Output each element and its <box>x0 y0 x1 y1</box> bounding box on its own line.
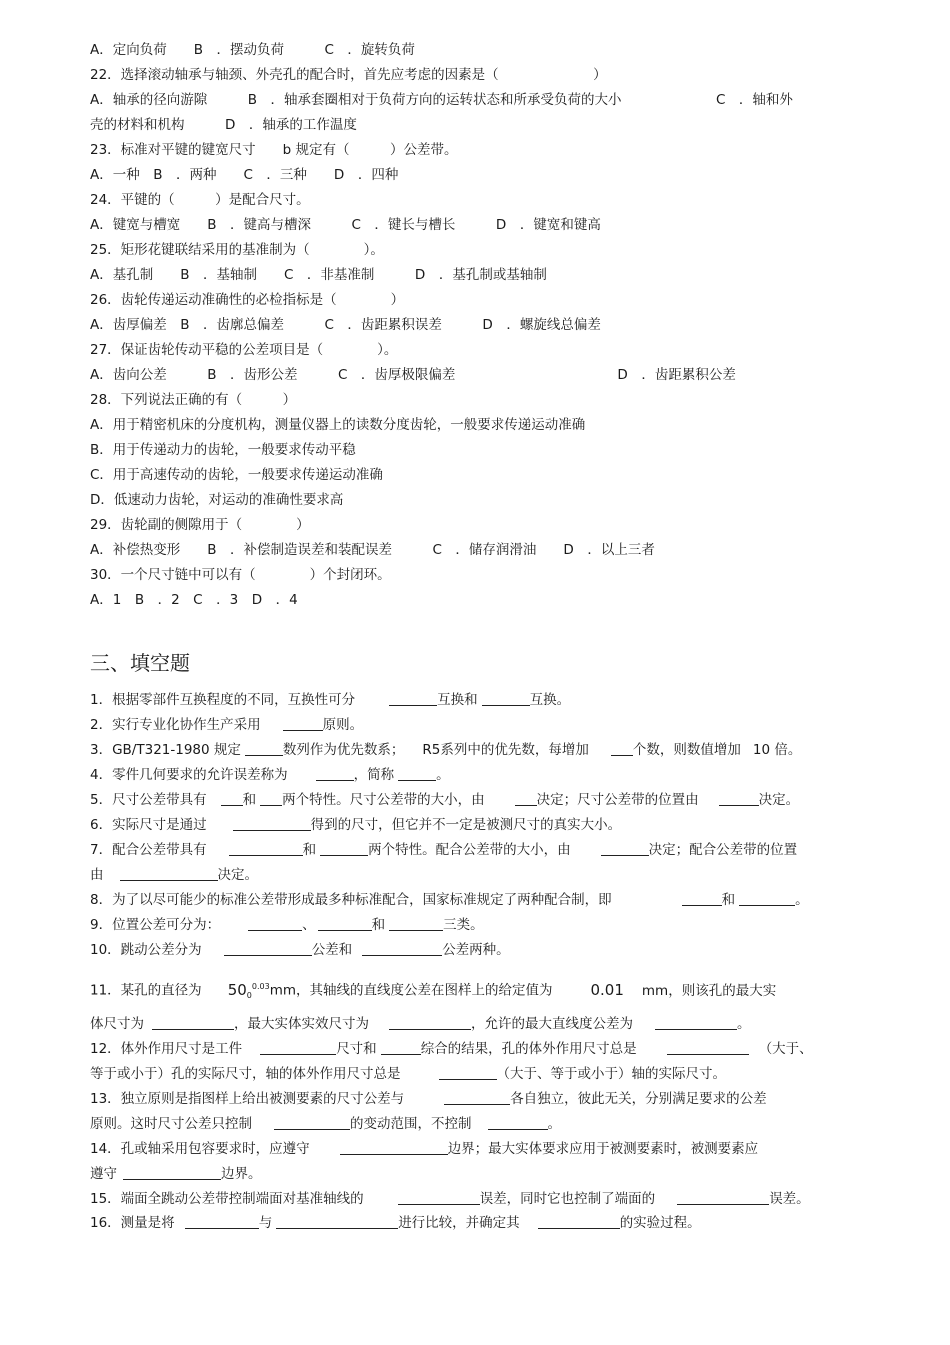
text: 9．位置公差可分为： <box>90 917 221 933</box>
blank[interactable] <box>316 767 354 781</box>
blank[interactable] <box>260 1041 336 1055</box>
text: 互换和 <box>437 692 478 708</box>
blank[interactable] <box>515 792 537 806</box>
text: 5．尺寸公差带具有 <box>90 792 207 808</box>
text: 的变动范围，不控制 <box>350 1116 472 1132</box>
question-28: 28．下列说法正确的有（ ） <box>90 392 297 408</box>
question-23-options: A．一种 B ．两种 C ．三种 D ．四种 <box>90 167 399 183</box>
text: 10 倍。 <box>752 742 802 758</box>
blank[interactable] <box>229 842 303 856</box>
text: 与 <box>258 1215 273 1231</box>
question-25: 25．矩形花键联结采用的基准制为（ ）。 <box>90 242 384 258</box>
fill-question-13-cont <box>90 1115 561 1133</box>
fill-question-8 <box>90 891 809 909</box>
question-30-options: A．1 B ．2 C ．3 D ．4 <box>90 592 298 608</box>
text: 决定；配合公差带的位置 <box>648 842 798 858</box>
text: 6．实际尺寸是通过 <box>90 817 207 833</box>
text: 两个特性。配合公差带的大小，由 <box>368 842 571 858</box>
text: 尺寸和 <box>336 1041 377 1057</box>
text: ，允许的最大直线度公差为 <box>471 1016 633 1032</box>
blank[interactable] <box>340 1141 448 1155</box>
blank[interactable] <box>283 717 323 731</box>
question-29-options: A．补偿热变形 B ．补偿制造误差和装配误差 C ．储存润滑油 D ．以上三者 <box>90 542 655 558</box>
blank[interactable] <box>123 1166 221 1180</box>
text: 7．配合公差带具有 <box>90 842 207 858</box>
blank[interactable] <box>152 1016 234 1030</box>
blank[interactable] <box>611 742 633 756</box>
text: 13．独立原则是指图样上给出被测要素的尺寸公差与 <box>90 1091 405 1107</box>
text: 14．孔或轴采用包容要求时，应遵守 <box>90 1141 310 1157</box>
blank[interactable] <box>601 842 649 856</box>
fill-question-12-cont <box>90 1065 726 1083</box>
text: 和 <box>302 842 317 858</box>
text: 。 <box>436 767 450 783</box>
blank[interactable] <box>682 892 722 906</box>
blank[interactable] <box>120 867 218 881</box>
text: 和 <box>721 892 736 908</box>
diameter-value: 50 <box>227 980 247 999</box>
text: 边界。 <box>221 1166 262 1182</box>
fill-question-11-cont <box>90 1015 751 1033</box>
fill-question-15 <box>90 1190 810 1208</box>
blank[interactable] <box>739 892 795 906</box>
blank[interactable] <box>655 1016 737 1030</box>
text: （大于、 <box>758 1041 813 1057</box>
fill-question-4 <box>90 766 450 784</box>
text: 2．实行专业化协作生产采用 <box>90 717 261 733</box>
upper-deviation: 0.03 <box>251 982 270 991</box>
text: 综合的结果，孔的体外作用尺寸总是 <box>420 1041 637 1057</box>
question-24: 24．平键的（ ）是配合尺寸。 <box>90 192 310 208</box>
fill-question-16 <box>90 1214 701 1232</box>
text: mm，则该孔的最大实 <box>641 982 777 999</box>
text: 边界；最大实体要求应用于被测要素时，被测要素应 <box>447 1141 759 1157</box>
blank[interactable] <box>274 1116 350 1130</box>
blank[interactable] <box>185 1215 259 1229</box>
question-28-option-b: B．用于传递动力的齿轮，一般要求传动平稳 <box>90 442 356 458</box>
text: 。 <box>795 892 809 908</box>
blank[interactable] <box>677 1191 769 1205</box>
text: 各自独立，彼此无关，分别满足要求的公差 <box>510 1091 767 1107</box>
text: ，最大实体实效尺寸为 <box>234 1016 369 1032</box>
text: 三类。 <box>443 917 484 933</box>
text: 和 <box>242 792 257 808</box>
text: 8．为了以尽可能少的标准公差带形成最多种标准配合，国家标准规定了两种配合制，即 <box>90 892 612 908</box>
blank[interactable] <box>667 1041 749 1055</box>
question-29: 29．齿轮副的侧隙用于（ ） <box>90 517 310 533</box>
text: 进行比较，并确定其 <box>398 1215 520 1231</box>
text: 3．GB/T321-1980 规定 <box>90 742 241 758</box>
text: 得到的尺寸，但它并不一定是被测尺寸的真实大小。 <box>310 817 622 833</box>
fill-question-14 <box>90 1140 758 1158</box>
blank[interactable] <box>318 917 372 931</box>
blank[interactable] <box>439 1066 497 1080</box>
text: 15．端面全跳动公差带控制端面对基准轴线的 <box>90 1191 364 1207</box>
text: 的实验过程。 <box>619 1215 701 1231</box>
fill-question-5 <box>90 791 799 809</box>
text: 误差，同时它也控制了端面的 <box>479 1191 656 1207</box>
question-27: 27．保证齿轮传动平稳的公差项目是（ ）。 <box>90 342 398 358</box>
blank[interactable] <box>320 842 368 856</box>
blank[interactable] <box>224 942 312 956</box>
blank[interactable] <box>362 942 442 956</box>
text: 。 <box>547 1116 561 1132</box>
text: 11．某孔的直径为 <box>90 982 202 999</box>
blank[interactable] <box>398 1191 480 1205</box>
blank[interactable] <box>389 692 437 706</box>
blank[interactable] <box>233 817 311 831</box>
fill-question-11 <box>90 978 776 1005</box>
text: 公差两种。 <box>442 942 510 958</box>
text: 数列作为优先数系； <box>282 742 405 758</box>
text: R5系列中的优先数，每增加 <box>422 742 589 758</box>
lower-deviation: 0 <box>246 991 252 1001</box>
blank[interactable] <box>381 1041 421 1055</box>
fill-question-14-cont <box>90 1165 262 1183</box>
fill-question-2 <box>90 716 363 734</box>
text: 决定。 <box>217 867 258 883</box>
blank[interactable] <box>221 792 243 806</box>
blank[interactable] <box>245 742 283 756</box>
blank[interactable] <box>389 1016 471 1030</box>
text: 1．根据零部件互换程度的不同，互换性可分 <box>90 692 356 708</box>
blank[interactable] <box>260 792 282 806</box>
text: 个数，则数值增加 <box>632 742 741 758</box>
mc-line-1: A．定向负荷 B ．摆动负荷 C ．旋转负荷 <box>90 42 415 58</box>
question-26: 26．齿轮传递运动准确性的必检指标是（ ） <box>90 292 405 308</box>
fill-question-7 <box>90 841 797 859</box>
text: 、 <box>302 917 316 933</box>
text: 遵守 <box>90 1166 117 1182</box>
fill-question-9 <box>90 916 484 934</box>
text: 决定。 <box>758 792 800 808</box>
question-23: 23．标准对平键的键宽尺寸 b 规定有（ ）公差带。 <box>90 142 458 158</box>
question-26-options: A．齿厚偏差 B ．齿廓总偏差 C ．齿距累积误差 D ．螺旋线总偏差 <box>90 317 601 333</box>
text: 原则。这时尺寸公差只控制 <box>90 1116 252 1132</box>
blank[interactable] <box>398 767 436 781</box>
text: 。 <box>737 1016 751 1032</box>
text: 决定；尺寸公差带的位置由 <box>536 792 699 808</box>
text: 10．跳动公差分为 <box>90 942 202 958</box>
question-30: 30．一个尺寸链中可以有（ ）个封闭环。 <box>90 567 391 583</box>
text: mm，其轴线的直线度公差在图样上的给定值为 <box>269 982 553 999</box>
text: 原则。 <box>322 717 364 733</box>
text: 等于或小于）孔的实际尺寸，轴的体外作用尺寸总是 <box>90 1066 401 1082</box>
question-28-option-a: A．用于精密机床的分度机构，测量仪器上的读数分度齿轮，一般要求传递运动准确 <box>90 417 586 433</box>
section-title: 三、填空题 <box>90 651 190 675</box>
question-27-options: A．齿向公差 B ．齿形公差 C ．齿厚极限偏差 D ．齿距累积公差 <box>90 367 736 383</box>
blank[interactable] <box>248 917 302 931</box>
fill-question-7-cont <box>90 866 258 884</box>
question-24-options: A．键宽与槽宽 B ．键高与槽深 C ．键长与槽长 D ．键宽和键高 <box>90 217 601 233</box>
text: 由 <box>90 867 104 883</box>
text: 误差。 <box>769 1191 810 1207</box>
blank[interactable] <box>276 1215 398 1229</box>
question-22-options: A．轴承的径向游隙 B ．轴承套圈相对于负荷方向的运转状态和所承受负荷的大小 C ．轴和外 <box>90 92 793 108</box>
fill-question-10 <box>90 941 510 959</box>
text: ，简称 <box>353 767 395 783</box>
text: 16．测量是将 <box>90 1215 175 1231</box>
question-22: 22．选择滚动轴承与轴颈、外壳孔的配合时，首先应考虑的因素是（ ） <box>90 67 607 83</box>
fill-question-13 <box>90 1090 767 1108</box>
question-28-option-d: D．低速动力齿轮，对运动的准确性要求高 <box>90 492 344 508</box>
fill-question-1 <box>90 691 570 709</box>
text: （大于、等于或小于）轴的实际尺寸。 <box>496 1066 726 1082</box>
text: 12．体外作用尺寸是工件 <box>90 1041 243 1057</box>
fill-question-6 <box>90 816 621 834</box>
blank[interactable] <box>482 692 530 706</box>
question-28-option-c: C．用于高速传动的齿轮，一般要求传递运动准确 <box>90 467 383 483</box>
question-22-options-cont: 壳的材料和机构 D ．轴承的工作温度 <box>90 117 357 133</box>
blank[interactable] <box>719 792 759 806</box>
question-25-options: A．基孔制 B ．基轴制 C ．非基准制 D ．基孔制或基轴制 <box>90 267 547 283</box>
fill-question-3 <box>90 741 801 759</box>
text: 体尺寸为 <box>90 1016 144 1032</box>
tolerance-value: 0.01 <box>590 980 624 999</box>
text: 4．零件几何要求的允许误差称为 <box>90 767 288 783</box>
text: 公差和 <box>311 942 353 958</box>
blank[interactable] <box>538 1215 620 1229</box>
blank[interactable] <box>389 917 443 931</box>
text: 和 <box>371 917 386 933</box>
text: 互换。 <box>529 692 571 708</box>
blank[interactable] <box>488 1116 548 1130</box>
fill-question-12 <box>90 1040 813 1058</box>
blank[interactable] <box>444 1091 510 1105</box>
text: 两个特性。尺寸公差带的大小，由 <box>282 792 485 808</box>
